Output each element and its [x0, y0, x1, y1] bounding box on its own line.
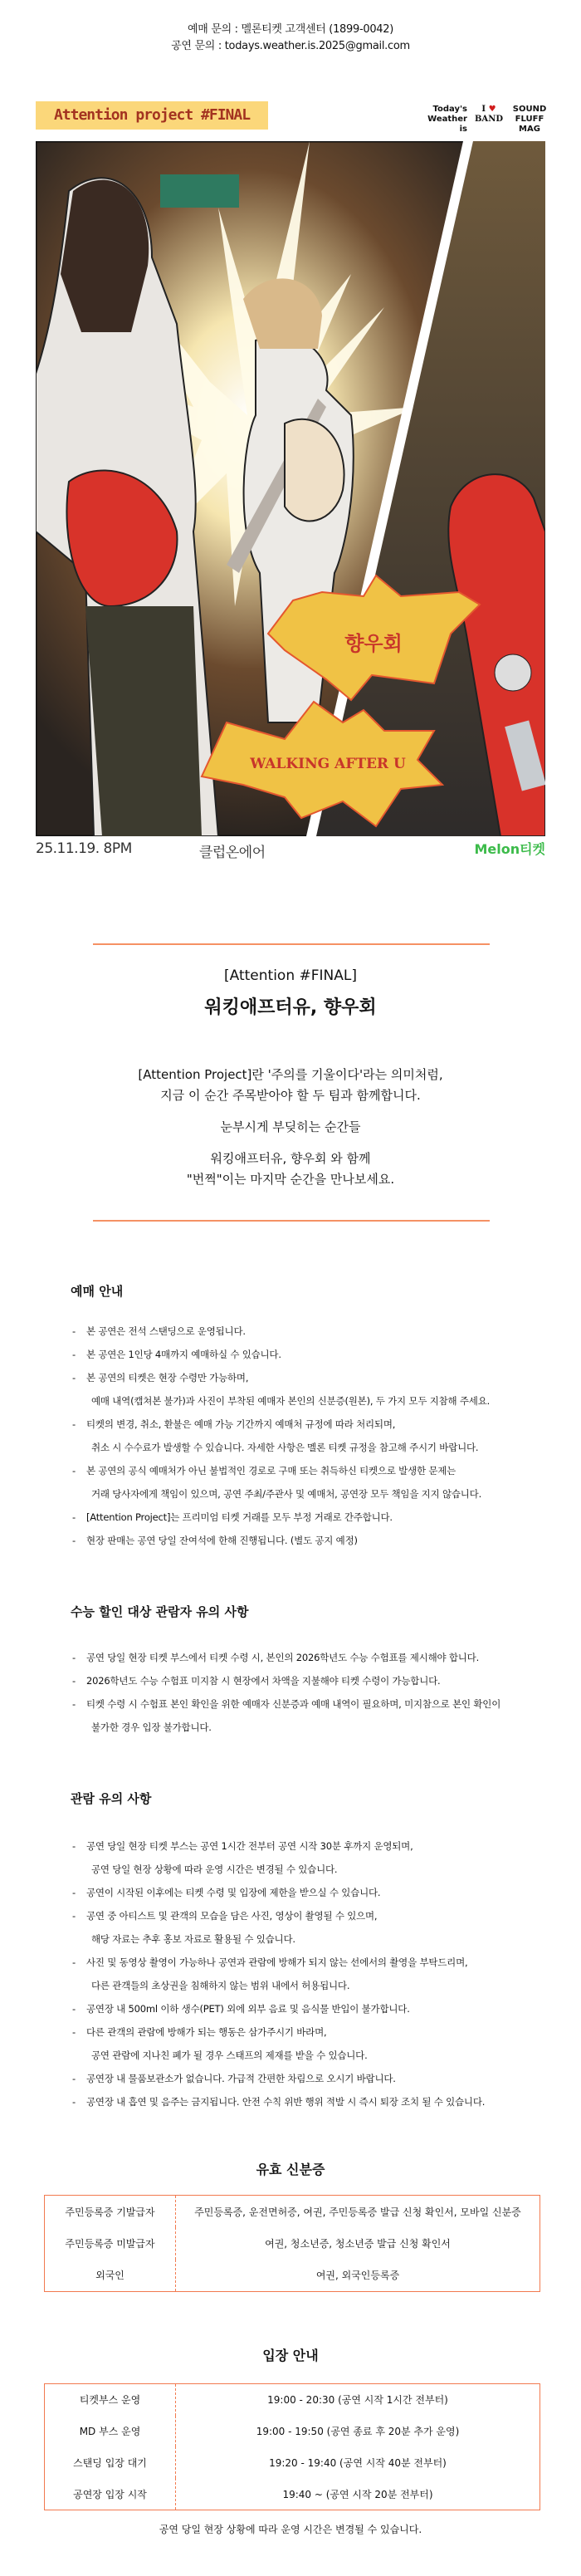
- bullet-dash: -: [72, 2073, 76, 2084]
- list-item-text: [72, 1904, 562, 1927]
- list-item: [72, 1413, 562, 1459]
- heart-icon: ♥: [488, 105, 496, 114]
- melon-ticket-logo: [474, 839, 545, 858]
- list-item: [72, 1320, 562, 1343]
- i-love-band-logo: [471, 105, 506, 125]
- list-line: 본 공연의 티켓은 현장 수령만 가능하며,: [86, 1372, 249, 1383]
- bullet-dash: -: [72, 1698, 76, 1710]
- list-item: [72, 2090, 562, 2113]
- section-heading-exam-discount: 수능 할인 대상 관람자 유의 사항: [71, 1604, 249, 1619]
- logo-text: I: [481, 105, 486, 114]
- bullet-dash: -: [72, 1325, 76, 1337]
- list-line: 현장 판매는 공연 당일 잔여석에 한해 진행됩니다. (별도 공지 예정): [86, 1535, 358, 1546]
- entry-note: 공연 당일 현장 상황에 따라 운영 시간은 변경될 수 있습니다.: [159, 2524, 422, 2535]
- logo-text: FLUFF: [515, 115, 544, 124]
- show-date: 25.11.19. 8PM: [36, 840, 132, 857]
- list-item-text: [72, 2067, 562, 2090]
- todays-weather-logo: [427, 105, 467, 135]
- list-line: 다른 관객의 관람에 방해가 되는 행동은 삼가주시기 바라며,: [86, 2026, 327, 2038]
- list-line: 예매 내역(캡쳐본 불가)과 사진이 부착된 예매자 본인의 신분증(원본), 두 가지 모두 지참해 주세요.: [91, 1395, 491, 1407]
- list-item-text: [72, 1669, 562, 1692]
- booking-list: [72, 1320, 562, 1552]
- list-line: 본 공연의 공식 예매처가 아닌 불법적인 경로로 구매 또는 취득하신 티켓으로 발생한 문제는: [86, 1465, 456, 1477]
- melon-suffix: 티켓: [520, 841, 545, 857]
- table-row: [45, 2196, 540, 2228]
- list-item: [72, 1669, 562, 1692]
- row-value: 여권, 청소년증, 청소년증 발급 신청 확인서: [265, 2237, 451, 2250]
- row-label: 주민등록증 기발급자: [45, 2196, 176, 2228]
- intro-title: 워킹애프터유, 향우회: [204, 997, 377, 1018]
- bullet-dash: -: [72, 1840, 76, 1852]
- bullet-dash: -: [72, 1956, 76, 1968]
- list-item-text: [72, 1692, 562, 1716]
- list-line: 티켓의 변경, 취소, 환불은 예매 가능 기간까지 예매처 규정에 따라 처리되며,: [86, 1418, 396, 1430]
- list-item-text: [72, 2020, 562, 2044]
- divider: [93, 943, 490, 945]
- list-item-text: [72, 1459, 562, 1482]
- logo-text: Today's: [432, 105, 467, 114]
- bullet-dash: -: [72, 2003, 76, 2015]
- list-item-continuation: [72, 1716, 562, 1739]
- list-item-text: [72, 1881, 562, 1904]
- row-value: 19:00 - 19:50 (공연 종료 후 20분 추가 운영): [256, 2426, 460, 2438]
- list-line: 2026학년도 수능 수험표 미지참 시 현장에서 차액을 지불해야 티켓 수령이 가능합니다.: [86, 1675, 441, 1687]
- list-item-text: [72, 1506, 562, 1529]
- show-inquiry: 공연 문의 : todays.weather.is.2025@gmail.com: [171, 40, 410, 52]
- list-line: 공연 관람에 지나친 폐가 될 경우 스태프의 제재를 받을 수 있습니다.: [91, 2050, 368, 2061]
- list-item-continuation: [72, 1858, 562, 1881]
- list-item-continuation: [72, 1927, 562, 1951]
- bullet-dash: -: [72, 1535, 76, 1546]
- list-item: [72, 1951, 562, 1997]
- list-line: 해당 자료는 추후 홍보 자료로 활용될 수 있습니다.: [91, 1933, 295, 1945]
- list-line: 거래 당사자에게 책임이 있으며, 공연 주최/주관사 및 예매처, 공연장 모두 책임을 지지 않습니다.: [91, 1488, 482, 1500]
- list-line: 불가한 경우 입장 불가합니다.: [91, 1721, 212, 1733]
- entry-table-heading: 입장 안내: [262, 2348, 319, 2363]
- list-item-text: [72, 1413, 562, 1436]
- list-item-text: [72, 1320, 562, 1343]
- bullet-dash: -: [72, 1418, 76, 1430]
- list-line: 공연이 시작된 이후에는 티켓 수령 및 입장에 제한을 받으실 수 있습니다.: [86, 1887, 381, 1898]
- logo-text: SOUND: [512, 105, 547, 114]
- viewing-list: [72, 1834, 562, 2113]
- list-item-text: [72, 1951, 562, 1974]
- list-line: 다른 관객들의 초상권을 침해하지 않는 범위 내에서 허용됩니다.: [91, 1980, 350, 1991]
- entry-table: [44, 2383, 540, 2510]
- logo-text: MAG: [519, 125, 540, 134]
- list-item-text: [72, 1366, 562, 1389]
- section-heading-booking: 예매 안내: [71, 1284, 124, 1299]
- divider: [93, 1220, 490, 1222]
- list-line: 티켓 수령 시 수험표 본인 확인을 위한 예매자 신분증과 예매 내역이 필요하며, 미지참으로 본인 확인이: [86, 1698, 501, 1710]
- bullet-dash: -: [72, 1652, 76, 1663]
- list-item-text: [72, 1997, 562, 2020]
- id-table-heading: 유효 신분증: [256, 2162, 325, 2177]
- table-row: [45, 2227, 540, 2259]
- list-item: [72, 1692, 562, 1739]
- bullet-dash: -: [72, 1349, 76, 1360]
- list-line: 공연장 내 흡연 및 음주는 금지됩니다. 안전 수칙 위반 행위 적발 시 즉시 퇴장 조치 될 수 있습니다.: [86, 2096, 486, 2108]
- list-item: [72, 1904, 562, 1951]
- trousers: [85, 606, 202, 836]
- list-item-continuation: [72, 2044, 562, 2067]
- list-item: [72, 1834, 562, 1881]
- exit-sign: [160, 174, 239, 208]
- list-line: 취소 시 수수료가 발생할 수 있습니다. 자세한 사항은 멜론 티켓 규정을 참고해 주시기 바랍니다.: [91, 1442, 479, 1453]
- row-value: 여권, 외국인등록증: [315, 2270, 400, 2282]
- table-row: [45, 2446, 540, 2478]
- bullet-dash: -: [72, 2096, 76, 2108]
- bullet-dash: -: [72, 2026, 76, 2038]
- list-line: 본 공연은 1인당 4매까지 예매하실 수 있습니다.: [86, 1349, 281, 1360]
- list-line: 공연 당일 현장 티켓 부스는 공연 1시간 전부터 공연 시작 30분 후까지 운영되며,: [86, 1840, 413, 1852]
- intro-line: 눈부시게 부딪히는 순간들: [220, 1119, 361, 1134]
- row-value: 19:40 ~ (공연 시작 20분 전부터): [282, 2488, 433, 2500]
- poster-tag: Attention project #FINAL: [36, 101, 268, 130]
- list-item-text: [72, 1646, 562, 1669]
- list-item: [72, 1343, 562, 1366]
- list-item: [72, 1997, 562, 2020]
- row-label: 공연장 입장 시작: [45, 2478, 176, 2510]
- table-row: [45, 2260, 540, 2292]
- list-item: [72, 2067, 562, 2090]
- logo-text: Weather: [427, 115, 467, 124]
- list-item-continuation: [72, 1974, 562, 1997]
- exam-discount-list: [72, 1646, 562, 1739]
- list-item: [72, 2020, 562, 2067]
- bullet-dash: -: [72, 1465, 76, 1477]
- show-venue: 클럽온에어: [199, 845, 266, 861]
- row-label: 티켓부스 운영: [45, 2384, 176, 2416]
- section-heading-viewing: 관람 유의 사항: [71, 1791, 152, 1806]
- list-line: 공연 중 아티스트 및 관객의 모습을 담은 사진, 영상이 촬영될 수 있으며,: [86, 1910, 378, 1922]
- ticket-inquiry: 예매 문의 : 멜론티켓 고객센터 (1899-0042): [187, 23, 394, 36]
- sticker: [495, 654, 531, 691]
- logo-text: BAND: [474, 115, 504, 124]
- list-item: [72, 1646, 562, 1669]
- list-line: 공연장 내 500ml 이하 생수(PET) 외에 외부 음료 및 음식물 반입이 불가합니다.: [86, 2003, 410, 2015]
- melon-brand: Melon: [474, 841, 520, 857]
- intro-line: [Attention Project]란 '주의를 기울이다'라는 의미처럼,: [138, 1067, 443, 1082]
- row-value: 19:20 - 19:40 (공연 시작 40분 전부터): [269, 2456, 447, 2469]
- list-line: 공연장 내 물품보관소가 없습니다. 가급적 간편한 차림으로 오시기 바랍니다.: [86, 2073, 396, 2084]
- row-label: 외국인: [45, 2260, 176, 2292]
- row-value: 19:00 - 20:30 (공연 시작 1시간 전부터): [267, 2394, 448, 2407]
- bullet-dash: -: [72, 1675, 76, 1687]
- bullet-dash: -: [72, 1910, 76, 1922]
- list-item-text: [72, 1834, 562, 1858]
- table-row: [45, 2478, 540, 2510]
- list-line: 공연 당일 현장 티켓 부스에서 티켓 수령 시, 본인의 2026학년도 수능 수험표를 제시해야 합니다.: [86, 1652, 480, 1663]
- list-line: 본 공연은 전석 스탠딩으로 운영됩니다.: [86, 1325, 246, 1337]
- row-value: 주민등록증, 운전면허증, 여권, 주민등록증 발급 신청 확인서, 모바일 신분증: [194, 2206, 521, 2218]
- list-item: [72, 1881, 562, 1904]
- row-label: MD 부스 운영: [45, 2416, 176, 2447]
- intro-line: 지금 이 순간 주목받아야 할 두 팀과 함께합니다.: [160, 1088, 421, 1103]
- list-line: [Attention Project]는 프리미엄 티켓 거래를 모두 부정 거래로 간주합니다.: [86, 1511, 393, 1523]
- row-label: 스탠딩 입장 대기: [45, 2446, 176, 2478]
- intro-line: "번쩍"이는 마지막 순간을 만나보세요.: [186, 1172, 395, 1187]
- intro-subtitle: [Attention #FINAL]: [224, 967, 357, 984]
- list-item-text: [72, 1343, 562, 1366]
- list-item-text: [72, 2090, 562, 2113]
- bullet-dash: -: [72, 1372, 76, 1383]
- list-item: [72, 1529, 562, 1552]
- row-label: 주민등록증 미발급자: [45, 2227, 176, 2259]
- table-row: [45, 2416, 540, 2447]
- sound-fluff-logo: [508, 105, 551, 135]
- intro-line: 워킹애프터유, 향우회 와 함께: [210, 1151, 371, 1166]
- list-item: [72, 1366, 562, 1413]
- id-table: [44, 2195, 540, 2292]
- bullet-dash: -: [72, 1887, 76, 1898]
- badge-text: WALKING AFTER U: [250, 756, 406, 772]
- list-item-text: [72, 1529, 562, 1552]
- logo-text: is: [459, 125, 467, 134]
- poster-illustration: [36, 141, 545, 836]
- list-item-continuation: [72, 1436, 562, 1459]
- list-line: 공연 당일 현장 상황에 따라 운영 시간은 변경될 수 있습니다.: [91, 1863, 338, 1875]
- list-item-continuation: [72, 1389, 562, 1413]
- bullet-dash: -: [72, 1511, 76, 1523]
- list-line: 사진 및 동영상 촬영이 가능하나 공연과 관람에 방해가 되지 않는 선에서의 촬영을 부탁드리며,: [86, 1956, 468, 1968]
- list-item: [72, 1506, 562, 1529]
- list-item-continuation: [72, 1482, 562, 1506]
- table-row: [45, 2384, 540, 2416]
- hair: [61, 180, 149, 332]
- badge-text: 향우회: [344, 631, 403, 655]
- list-item: [72, 1459, 562, 1506]
